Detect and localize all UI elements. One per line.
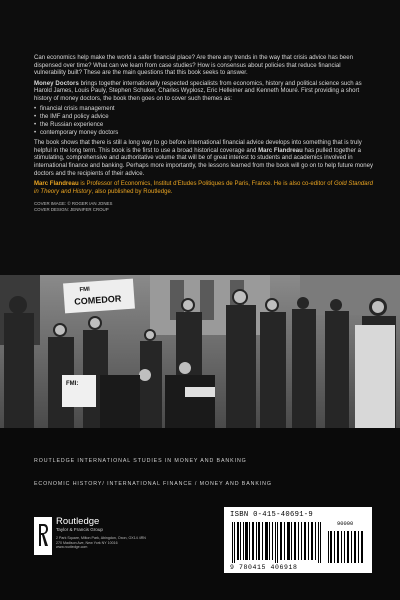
publisher-group: Taylor & Francis Group [56,527,103,532]
author-name: Marc Flandreau [34,180,79,187]
theme-item: • the IMF and policy advice [34,114,374,122]
cover-design-credit: COVER DESIGN: JENNIFER CROUP [34,206,109,212]
book-title: Money Doctors [34,80,79,87]
back-cover-text-panel [0,0,400,283]
cover-credits [34,201,374,212]
barcode-number: 9 780415 406918 [230,564,298,571]
protest-photo [0,275,400,428]
blurb [34,55,374,213]
description-paragraph [34,81,374,104]
theme-item: • the Russian experience [34,122,374,130]
cover-image-credit: COVER IMAGE: © ROGER IAN JONES [34,201,113,207]
sign-main-text: COMEDOR [73,293,122,307]
isbn: ISBN 0-415-40691-9 [230,511,314,519]
sign-top-text: FMI [79,286,91,294]
summary-text-b: has pulled together a stimulating, comprehensive and authoritative volume that will be of great interest to students and academics involved in international finance and banking. Perhaps more importantly, the lessons learned from the book will go on to help future money doctors and the recipients of their advice. [34,147,374,177]
editor-name: Marc Flandreau [258,147,303,154]
sign-small-text: FMI: [66,381,79,387]
isbn-addon: 90000 [337,521,354,527]
cover-photo [0,275,400,428]
summary-paragraph [34,140,374,179]
series-line-2: ECONOMIC HISTORY/ INTERNATIONAL FINANCE / MONEY AND BANKING [34,481,272,487]
isbn-barcode-box [224,507,372,573]
theme-item: • financial crisis management [34,106,374,114]
description-text: brings together internationally respected specialists from economics, history and political science such as Harold James, Louis Pauly, Stephen Schuker, Charles Wyplosz, Eric Helleiner and Kenneth Mouré. First providing a short history of money doctors, the book then goes on to cover such themes as: [34,80,362,103]
back-cover-footer [0,428,400,600]
author-bio-a: is Professor of Economics, Institut d'Etudes Politiques de Paris, France. He is also co-editor of [80,180,333,187]
publisher-website: www.routledge.com [56,545,88,550]
theme-item: • contemporary money doctors [34,130,374,138]
publisher-name: Routledge [56,516,100,527]
routledge-logo [34,517,52,555]
summary-text-a: The book shows that there is still a long way to go before international financial advice develops into something that is truly helpful in the long term. This book is the first to use a broad historical coverage and [34,139,362,154]
themes-list [34,106,374,137]
author-other-book: Gold Standard in Theory and History [34,180,373,195]
author-bio-b: , also published by Routledge. [91,188,173,195]
address-line: 270 Madison Ave, New York NY 10016 [56,540,118,545]
publisher-address [56,536,146,550]
series-line-1: ROUTLEDGE INTERNATIONAL STUDIES IN MONEY AND BANKING [34,458,247,464]
author-bio [34,181,374,196]
barcode [230,522,366,565]
routledge-r-icon [37,523,49,547]
address-line: 2 Park Square, Milton Park, Abingdon, Oxon, OX14 4RN [56,536,146,540]
intro-paragraph: Can economics help make the world a safer financial place? Are there any trends in the way that crisis advice has been dispensed over time? What can we learn from case studies? How is consensus about policies that reduce financial vulnerability built? These are the main questions that this book seeks to answer. [34,55,353,77]
